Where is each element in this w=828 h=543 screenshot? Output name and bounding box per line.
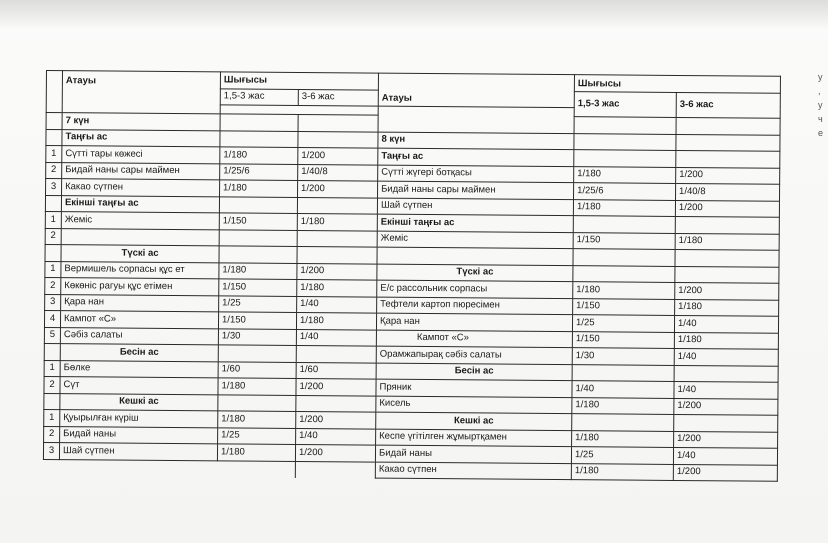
- portion-age1: 1/150: [218, 312, 296, 329]
- dish-name: Бөлке: [60, 360, 218, 378]
- portion-age1: 1/180: [220, 180, 298, 197]
- dish-name: Орамжапырақ сәбіз салаты: [376, 346, 572, 364]
- empty-cell: [296, 345, 376, 362]
- row-number: 1: [44, 360, 60, 377]
- empty-cell: [298, 131, 378, 148]
- dish-name: Тефтели картоп пюресімен: [377, 297, 573, 315]
- empty-cell: [676, 117, 780, 134]
- portion-age2: 1/200: [296, 378, 376, 395]
- empty-cell: [676, 134, 780, 151]
- portion-age2: 1/200: [675, 200, 779, 217]
- row-number: 2: [44, 376, 60, 393]
- portion-age1: 1/150: [219, 213, 297, 230]
- page-edge-marks: у , у ч е: [818, 72, 824, 138]
- row-number: 1: [45, 211, 61, 228]
- dish-name: Шай сүтпен: [59, 443, 217, 461]
- portion-age2: 1/40/8: [676, 183, 780, 200]
- portion-age2: 1/200: [676, 167, 780, 184]
- dish-name: Қара нан: [376, 313, 572, 331]
- portion-age2: 1/200: [298, 180, 378, 197]
- portion-age1: 1/40: [572, 381, 674, 398]
- portion-age1: 1/180: [571, 463, 673, 480]
- dish-name: Жеміс: [377, 231, 573, 249]
- row-number: 1: [46, 146, 62, 163]
- portion-age2: 1/40: [674, 381, 778, 398]
- dish-name: Кампот «С»: [60, 311, 218, 329]
- portion-age1: 1/25/6: [220, 163, 298, 180]
- day8-second-breakfast-title: Екінші таңғы ас: [377, 214, 573, 232]
- empty-cell: [573, 265, 675, 282]
- portion-age2: 1/200: [297, 263, 377, 280]
- portion-age1: 1/180: [573, 199, 675, 216]
- day8-lunch-title: Түскі ас: [377, 264, 573, 282]
- empty-cell: [574, 150, 676, 167]
- row-number: 2: [45, 228, 61, 245]
- portion-age1: 1/150: [573, 298, 675, 315]
- dish-name: Какао сүтпен: [62, 179, 220, 197]
- portion-age1: 1/180: [218, 411, 296, 428]
- empty-cell: [675, 266, 779, 283]
- day7-breakfast-title: Таңғы ас: [62, 129, 220, 147]
- page-top-shadow: [0, 0, 828, 30]
- empty-cell: [574, 133, 676, 150]
- portion-age2: 1/40: [297, 296, 377, 313]
- empty-cell: [298, 114, 378, 131]
- portion-age2: 1/200: [295, 444, 375, 461]
- num-cell: [45, 195, 61, 212]
- dish-name: Бидай наны: [375, 445, 571, 463]
- portion-age2: 1/180: [674, 332, 778, 349]
- row-number: 3: [46, 179, 62, 196]
- empty-cell: [674, 414, 778, 431]
- menu-table-wrapper: [42, 70, 780, 528]
- empty-cell: [296, 395, 376, 412]
- dish-name: Вермишель сорпасы құс ет: [61, 261, 219, 279]
- row-number: 1: [44, 409, 60, 426]
- portion-age2: 1/40: [296, 329, 376, 346]
- portion-age1: 1/30: [572, 348, 674, 365]
- empty-cell: [573, 216, 675, 233]
- empty-cell: [574, 117, 676, 134]
- portion-age2: 1/40: [296, 428, 376, 445]
- age2-header-day7: 3-6 жас: [298, 89, 378, 106]
- portion-age2: 1/200: [674, 431, 778, 448]
- portion-age2: 1/180: [297, 279, 377, 296]
- dish-name: Бидай наны сары маймен: [378, 181, 574, 199]
- day7-second-breakfast-title: Екінші таңғы ас: [61, 195, 219, 213]
- dish-name: Кампот «С»: [376, 330, 572, 348]
- yield-header-day8: Шығысы: [574, 75, 780, 93]
- dish-name: Бидай наны сары маймен: [62, 162, 220, 180]
- day8-title: 8 күн: [378, 132, 574, 150]
- dish-name: Кеспе үгітілген жұмыртқамен: [376, 429, 572, 447]
- blank-cell: [59, 459, 217, 477]
- day8-snack-title: Бесін ас: [376, 363, 572, 381]
- portion-age1: 1/180: [572, 397, 674, 414]
- portion-age1: 1/60: [218, 361, 296, 378]
- portion-age2: 1/40: [674, 348, 778, 365]
- dish-name: [61, 228, 219, 246]
- portion-age1: 1/25/6: [574, 183, 676, 200]
- name-header-day7: Атауы: [62, 71, 220, 114]
- portion-age1: 1/150: [219, 279, 297, 296]
- empty-cell: [219, 196, 297, 213]
- row-number: 2: [46, 162, 62, 179]
- dish-name: Бидай наны: [60, 426, 218, 444]
- day7-title: 7 күн: [62, 113, 220, 131]
- empty-cell: [219, 246, 297, 263]
- age1-header-day8: 1,5-3 жас: [574, 91, 676, 117]
- empty-cell: [573, 249, 675, 266]
- portion-age2: 1/40/8: [298, 164, 378, 181]
- empty-cell: [572, 364, 674, 381]
- portion-age1: 1/150: [572, 331, 674, 348]
- portion-age1: 1/25: [219, 295, 297, 312]
- blank-cell: [43, 459, 59, 476]
- empty-cell: [218, 394, 296, 411]
- empty-cell: [676, 150, 780, 167]
- dish-name: Қара нан: [61, 294, 219, 312]
- row-number: 3: [43, 442, 59, 459]
- portion-age2: 1/180: [675, 233, 779, 250]
- dish-name: Шай сүтпен: [377, 198, 573, 216]
- portion-age2: 1/40: [674, 315, 778, 332]
- portion-age2: 1/180: [675, 299, 779, 316]
- portion-age1: 1/180: [217, 444, 295, 461]
- age1-header-day7: 1,5-3 жас: [220, 88, 298, 105]
- num-cell: [46, 129, 62, 146]
- num-cell: [44, 393, 60, 410]
- portion-age2: 1/180: [296, 312, 376, 329]
- portion-age1: 1/150: [573, 232, 675, 249]
- portion-age1: 1/25: [571, 447, 673, 464]
- row-number: 2: [45, 277, 61, 294]
- day8-dinner-title: Кешкі ас: [376, 412, 572, 430]
- yield-header-day7: Шығысы: [220, 72, 378, 90]
- empty-cell: [377, 247, 573, 265]
- dish-name: Е/с рассольник сорпасы: [377, 280, 573, 298]
- portion-age1: 1/25: [572, 315, 674, 332]
- blank-cell: [295, 461, 375, 478]
- portion-age1: 1/180: [572, 430, 674, 447]
- day8-breakfast-title: Таңғы ас: [378, 148, 574, 166]
- row-number: 5: [44, 327, 60, 344]
- day7-dinner-title: Кешкі ас: [60, 393, 218, 411]
- num-cell: [44, 343, 60, 360]
- spacer-day8: [378, 106, 574, 133]
- day7-snack-title: Бесін ас: [60, 344, 218, 362]
- dish-name: Жеміс: [61, 212, 219, 230]
- empty-cell: [675, 216, 779, 233]
- empty-cell: [674, 365, 778, 382]
- portion-age1: 1/30: [218, 328, 296, 345]
- age2-header-day8: 3-6 жас: [676, 92, 780, 118]
- dish-name: Қуырылған күріш: [60, 410, 218, 428]
- empty-cell: [220, 114, 298, 131]
- portion-age2: 1/180: [297, 213, 377, 230]
- empty-cell: [220, 130, 298, 147]
- dish-name: Сүтті жүгері ботқасы: [378, 165, 574, 183]
- portion-age2: 1/200: [673, 464, 777, 481]
- num-cell: [46, 113, 62, 130]
- portion-age2: 1/60: [296, 362, 376, 379]
- portion-age1: 1/25: [218, 427, 296, 444]
- dish-name: Сүтті тары көжесі: [62, 146, 220, 164]
- portion-age1: [219, 229, 297, 246]
- header-row-1: [46, 71, 780, 93]
- dish-name: Көкөніс рагуы құс етімен: [61, 278, 219, 296]
- empty-cell: [572, 414, 674, 431]
- num-cell: [45, 244, 61, 261]
- portion-age1: 1/180: [219, 262, 297, 279]
- portion-age2: [297, 230, 377, 247]
- dish-name: Сүт: [60, 377, 218, 395]
- portion-age2: 1/200: [296, 411, 376, 428]
- blank-cell: [217, 460, 295, 477]
- dish-name: Кисель: [376, 396, 572, 414]
- portion-age1: 1/180: [574, 166, 676, 183]
- menu-table: [43, 70, 781, 482]
- num-header-cell: [46, 71, 62, 113]
- portion-age1: 1/180: [218, 378, 296, 395]
- empty-cell: [218, 345, 296, 362]
- portion-age1: 1/180: [220, 147, 298, 164]
- row-number: 3: [45, 294, 61, 311]
- row-number: 2: [44, 426, 60, 443]
- dish-name: Сәбіз салаты: [60, 327, 218, 345]
- portion-age2: 1/200: [298, 147, 378, 164]
- day7-lunch-title: Түскі ас: [61, 245, 219, 263]
- dish-name: Пряник: [376, 379, 572, 397]
- empty-cell: [675, 249, 779, 266]
- row-number: 1: [45, 261, 61, 278]
- empty-cell: [297, 246, 377, 263]
- name-header-day8: Атауы: [378, 73, 574, 108]
- portion-age2: 1/200: [675, 282, 779, 299]
- dish-name: Какао сүтпен: [375, 462, 571, 480]
- row-number: 4: [44, 310, 60, 327]
- portion-age1: 1/180: [573, 282, 675, 299]
- portion-age2: 1/200: [674, 398, 778, 415]
- portion-age2: 1/40: [673, 447, 777, 464]
- empty-cell: [297, 197, 377, 214]
